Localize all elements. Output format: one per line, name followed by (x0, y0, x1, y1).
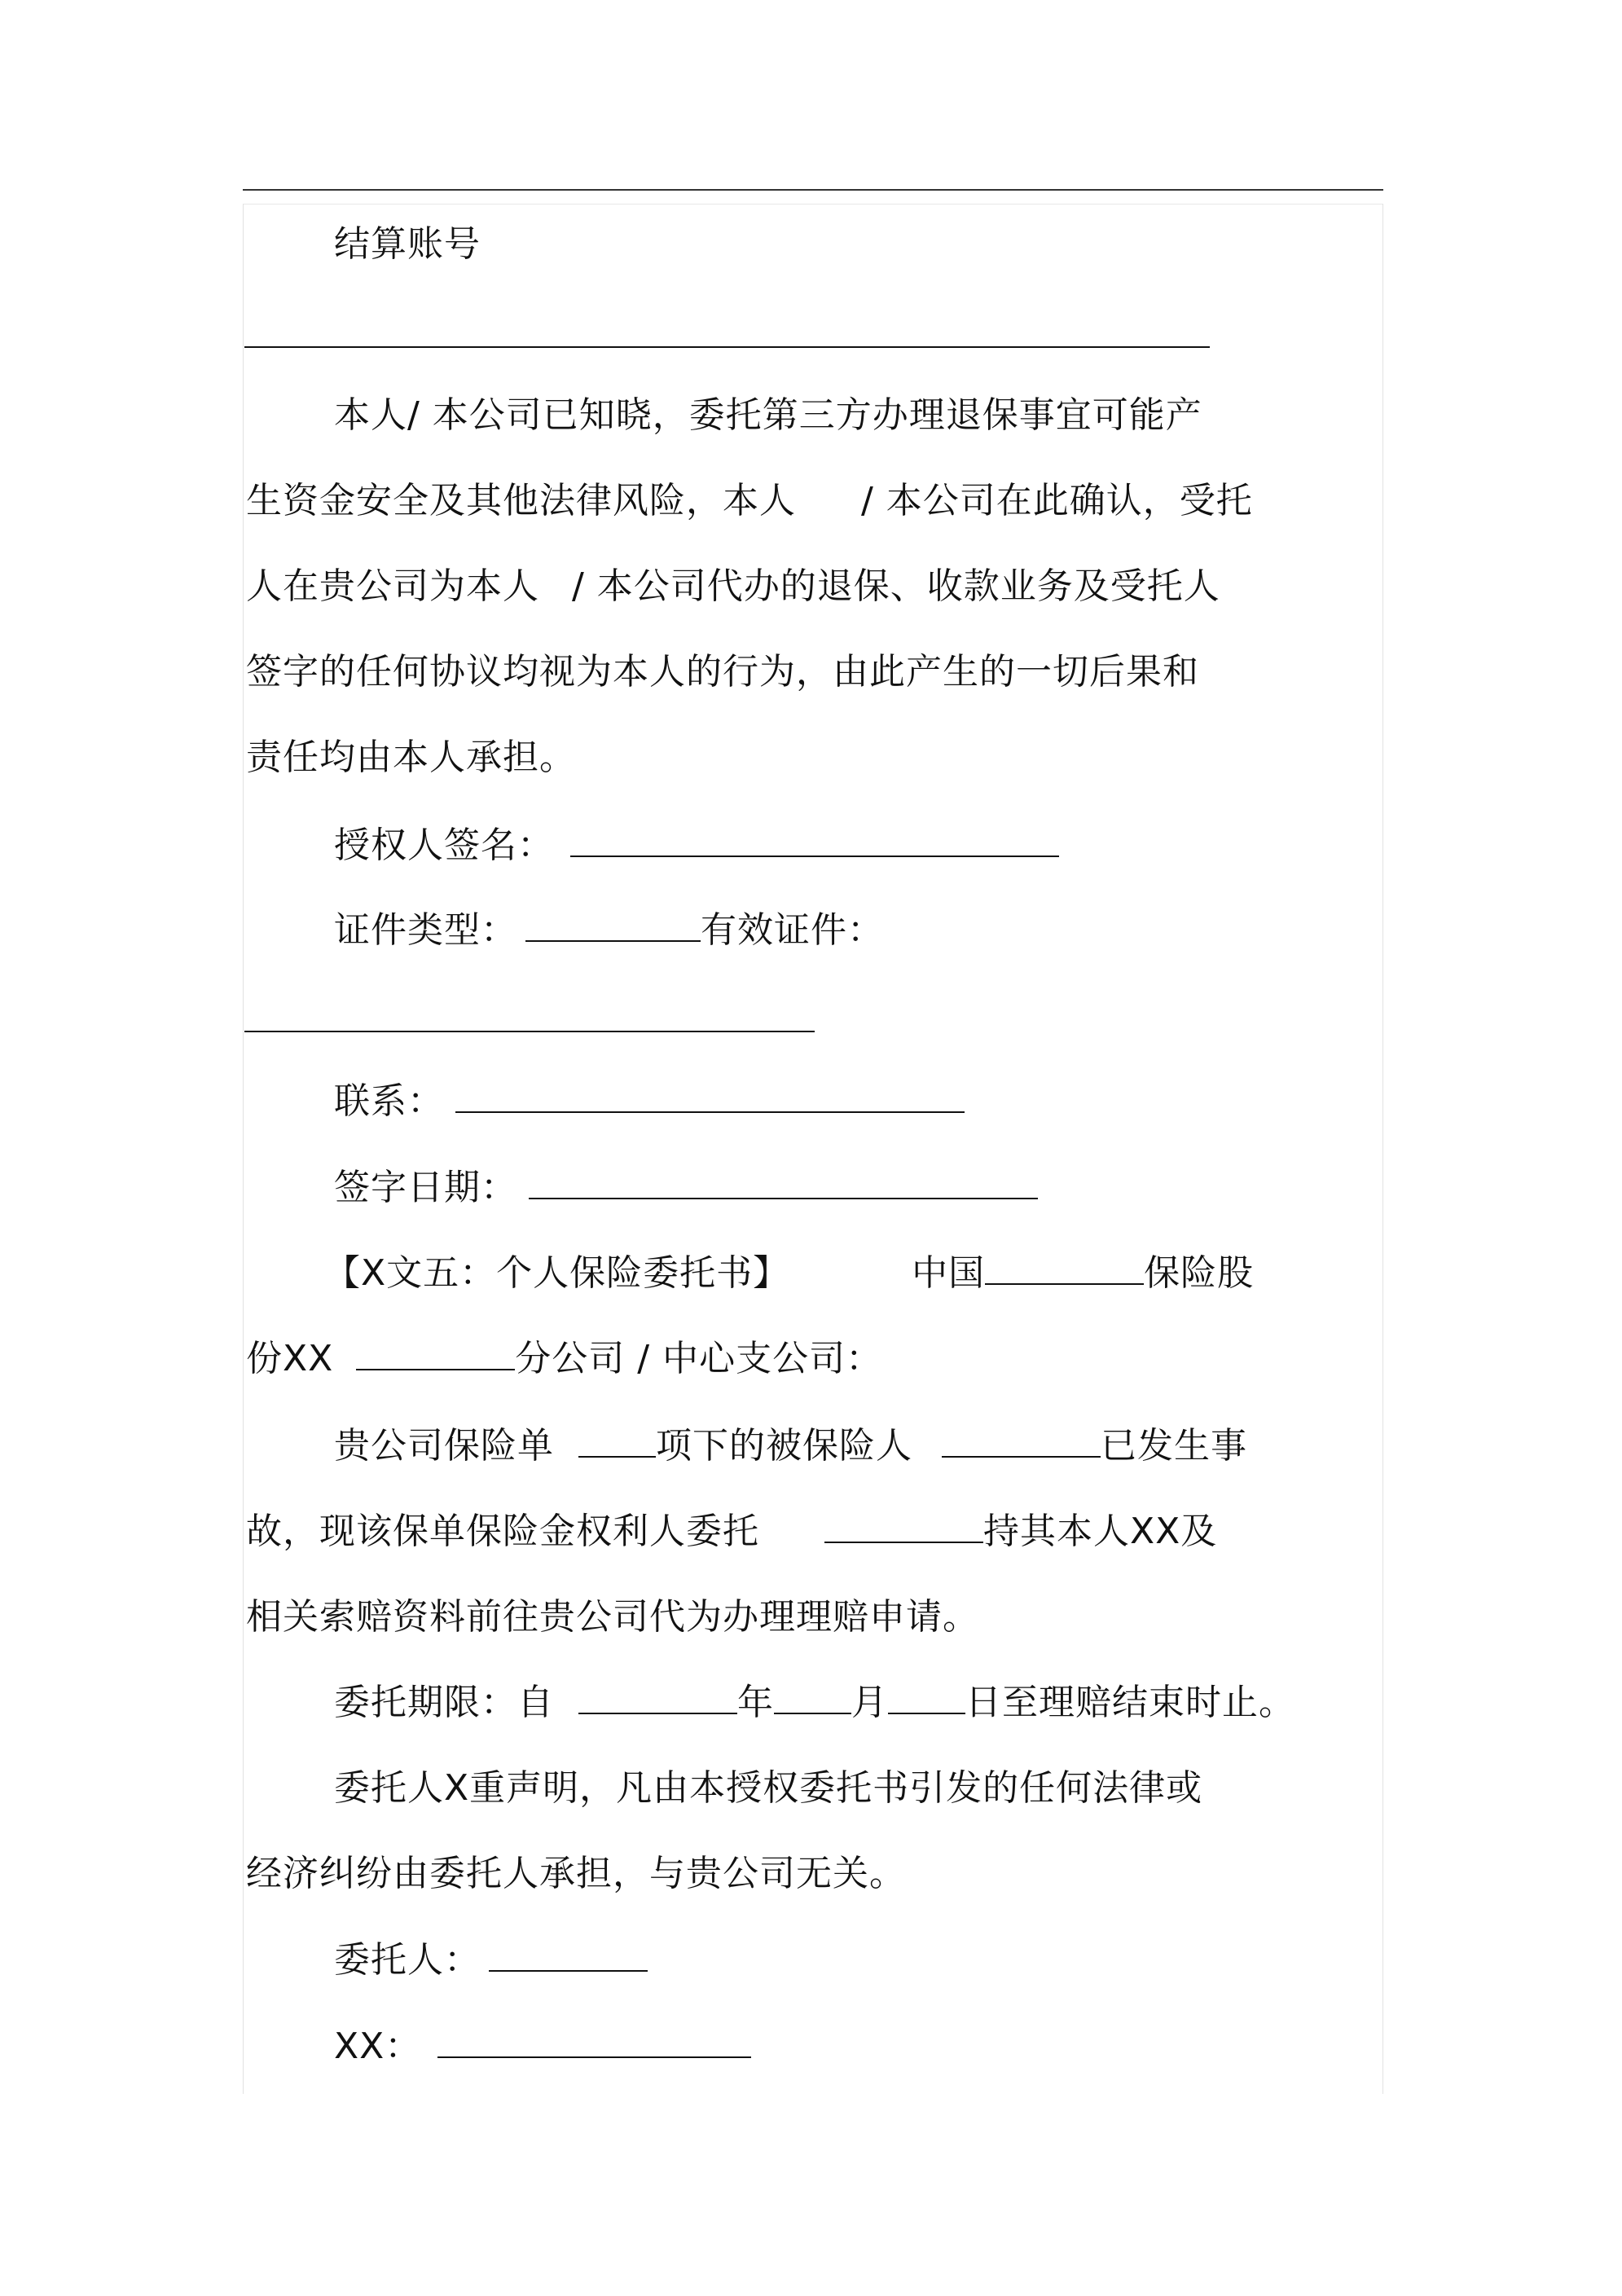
period-row (334, 1678, 1295, 1727)
insured-name-field[interactable] (942, 1423, 1101, 1458)
sign-field[interactable] (570, 823, 1059, 857)
p1-line-4: 签字的任何协议均视为本人的行为，由此产生的一切后果和 (246, 651, 1199, 693)
policy-number-field[interactable] (578, 1423, 656, 1458)
p1-line-3b: / 本公司代办的退保、收款业务及受托人 (572, 565, 1220, 607)
frame-right-border (1382, 204, 1383, 2094)
p1-line-1: 本人/ 本公司已知晓，委托第三方办理退保事宜可能产 (334, 394, 1202, 436)
p1-line-2b: / 本公司在此确认，受托 (861, 480, 1253, 521)
principal-row (334, 1936, 648, 1985)
xx-field[interactable] (437, 2024, 751, 2058)
p2-beneficiary-label: 故，现该保单保险金权利人委托 (246, 1511, 759, 1552)
document-heading: 【X文五：个人保险委托书】 (324, 1252, 790, 1294)
branch-suffix: 分公司 / 中心支公司： (515, 1338, 883, 1379)
insurer-name-field[interactable] (985, 1251, 1144, 1285)
period-month-field[interactable] (774, 1680, 851, 1714)
p1-line-5: 责任均由本人承担。 (246, 737, 576, 778)
sign-row (334, 821, 1059, 870)
p2-id-label: 持其本人XX及 (983, 1511, 1218, 1552)
xx-row (334, 2022, 751, 2071)
frame-top-border (243, 204, 1383, 205)
branch-prefix: 份XX (246, 1338, 334, 1379)
sign-date-row (334, 1163, 1038, 1212)
p2-line-2 (246, 1507, 1217, 1556)
p3-line-1: 委托人X重声明，凡由本授权委托书引发的任何法律或 (334, 1767, 1203, 1809)
account-label: 结算账号 (334, 223, 481, 265)
p1-line-3a: 人在贵公司为本人 (246, 565, 539, 607)
id-type-field[interactable] (525, 908, 701, 942)
heading-row (324, 1249, 1254, 1298)
p1-line-3 (246, 562, 1220, 611)
period-label: 委托期限：自 (334, 1682, 554, 1723)
p2-line-1 (334, 1422, 1247, 1471)
agent-name-field[interactable] (824, 1509, 983, 1543)
sign-date-field[interactable] (529, 1165, 1038, 1199)
contact-row (334, 1077, 965, 1126)
period-end-label: 日至理赔结束时止。 (965, 1682, 1295, 1723)
p1-line-2a: 生资金安全及其他法律风险，本人 (246, 480, 796, 521)
period-year-field[interactable] (578, 1680, 737, 1714)
id-row (334, 906, 884, 955)
branch-row (246, 1335, 882, 1383)
p2-policy-label: 贵公司保险单 (334, 1425, 554, 1467)
contact-field[interactable] (455, 1079, 965, 1113)
p2-line-3: 相关索赔资料前往贵公司代为办理理赔申请。 (246, 1596, 979, 1638)
sign-date-label: 签字日期： (334, 1167, 517, 1208)
id-type-label: 证件类型： (334, 909, 517, 951)
sign-label: 授权人签名： (334, 825, 554, 866)
principal-label: 委托人： (334, 1939, 481, 1981)
period-day-field[interactable] (888, 1680, 965, 1714)
header-rule (243, 189, 1383, 191)
p2-accident-label: 已发生事 (1101, 1425, 1247, 1467)
contact-label: 联系： (334, 1080, 444, 1122)
period-month-label: 月 (851, 1682, 888, 1723)
p2-insured-label: 项下的被保险人 (656, 1425, 912, 1467)
p3-line-2: 经济纠纷由委托人承担，与贵公司无关。 (246, 1853, 906, 1894)
period-year-label: 年 (737, 1682, 774, 1723)
valid-id-label: 有效证件： (701, 909, 884, 951)
xx-label: XX： (334, 2025, 422, 2067)
principal-field[interactable] (489, 1938, 648, 1972)
p1-line-2 (246, 477, 1253, 526)
branch-name-field[interactable] (356, 1336, 515, 1370)
frame-left-border (243, 204, 244, 2094)
insurer-prefix: 中国 (912, 1252, 986, 1294)
valid-id-field[interactable] (244, 1031, 815, 1032)
insurer-suffix: 保险股 (1144, 1252, 1255, 1294)
account-blank-line (244, 346, 1210, 348)
